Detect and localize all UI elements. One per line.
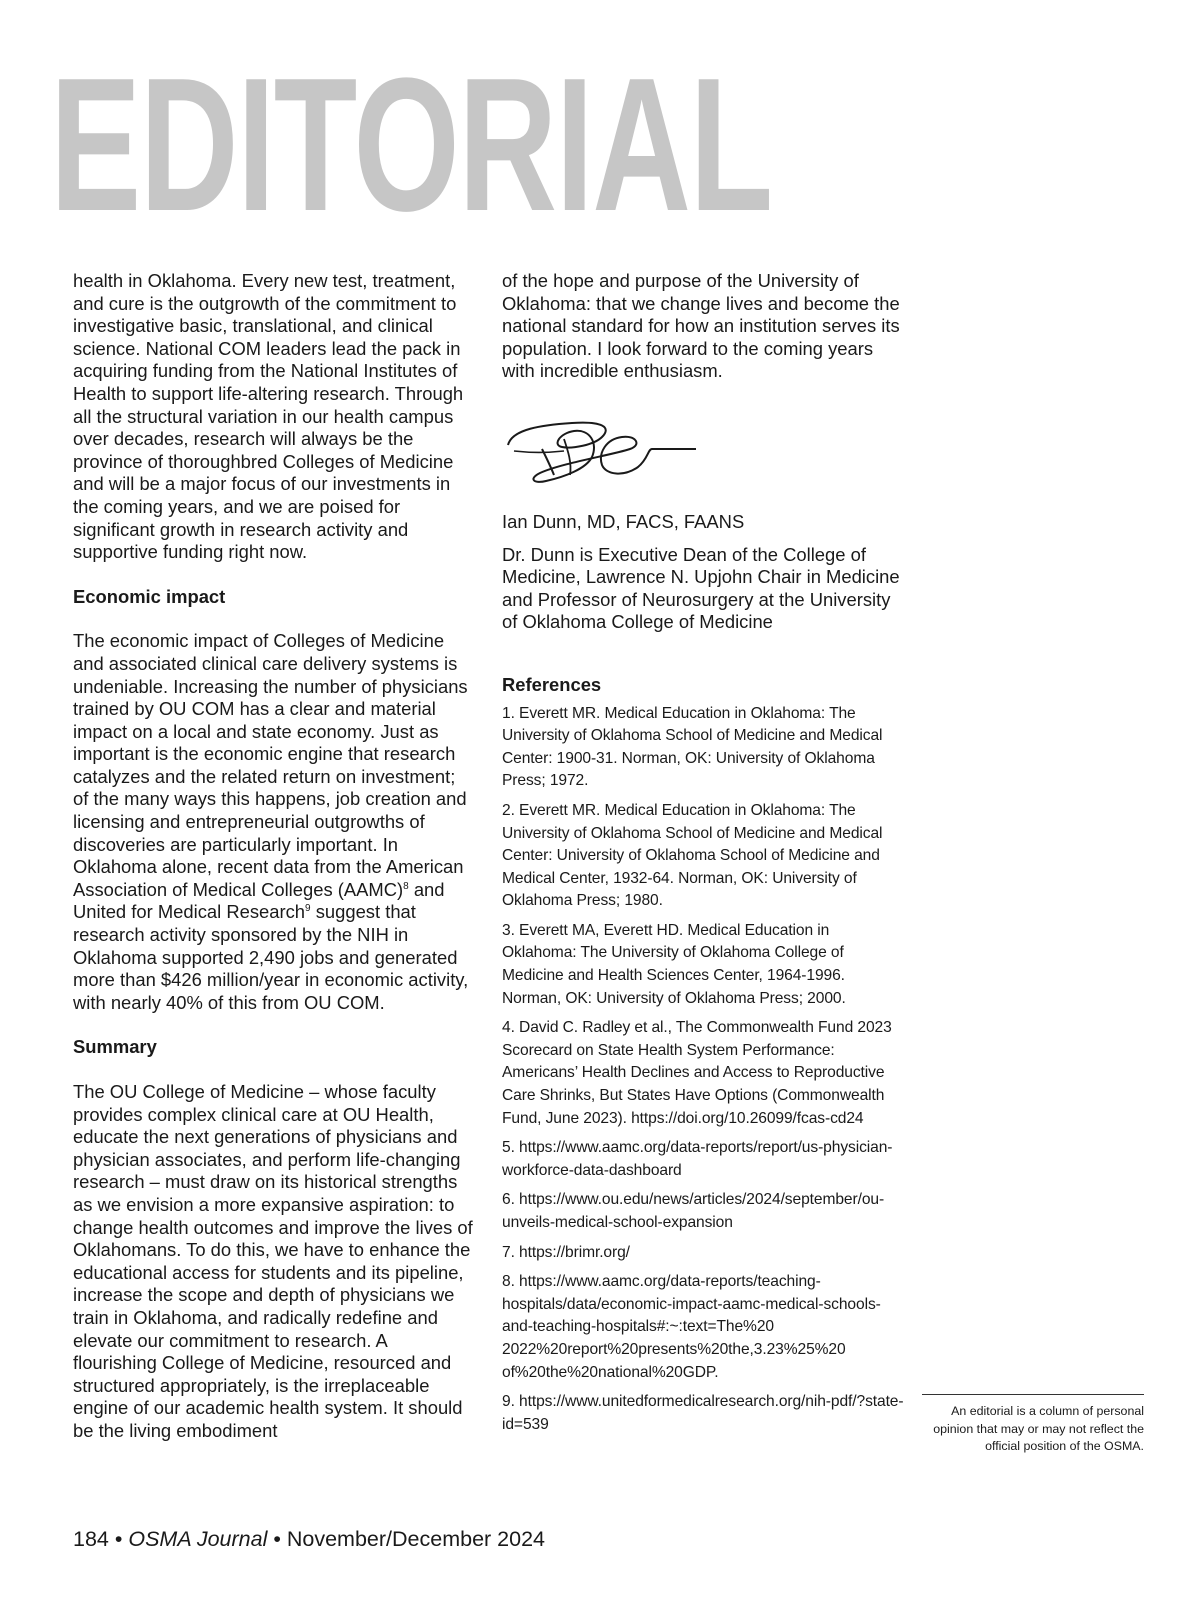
citation-8: 8 [403, 880, 409, 892]
references-heading: References [502, 673, 602, 695]
author-name: Ian Dunn, MD, FACS, FAANS [502, 510, 745, 532]
left-column [73, 270, 473, 1443]
signature-graphic [502, 405, 702, 495]
economic-text-part1: The economic impact of Colleges of Medicine and associated clinical care delivery systems is undeniable. Increasing the number of physicians trained by OU COM has a clear and material impact on a local and state economy. Just as important is the economic engine that research catalyzes and the related return on investment; of the many ways this happens, job creation and licensing and entrepreneurial outgrowths of discoveries are particularly important. In Oklahoma alone, recent data from the American Association of Medical Colleges (AAMC) [73, 630, 468, 900]
summary-paragraph: The OU College of Medicine – whose faculty provides complex clinical care at OU Health, educate the next generations of physicians and physician associates, and perform life-changing research – must draw on its historical strengths as we envision a more expansive aspiration: to change health outcomes and improve the lives of Oklahomans. To do this, we have to enhance the educational access for students and its pipeline, increase the scope and depth of physicians we train in Oklahoma, and radically redefine and elevate our commitment to research. A flourishing College of Medicine, resourced and structured appropriately, is the irreplaceable engine of our academic health system. It should be the living embodiment [73, 1081, 473, 1441]
economic-impact-heading: Economic impact [73, 585, 226, 607]
section-banner: EDITORIAL [50, 39, 772, 251]
intro-paragraph: health in Oklahoma. Every new test, treatment, and cure is the outgrowth of the commitment to investigative basic, translational, and clinical science. National COM leaders lead the pack in acquiring funding from the National Institutes of Health to support life-altering research. Through all the structural variation in our health campus over decades, research will always be the province of thoroughbred Colleges of Medicine and will be a major focus of our investments in the coming years, and we are poised for significant growth in research activity and supportive funding right now. [73, 270, 464, 563]
economic-text-part2: and United for Medical Research [73, 878, 445, 923]
issue-date: November/December 2024 [286, 1527, 545, 1551]
author-bio: Dr. Dunn is Executive Dean of the College of Medicine, Lawrence N. Upjohn Chair in Medicine and Professor of Neurosurgery at the University of Oklahoma College of Medicine [502, 543, 900, 633]
reference-item: 4. David C. Radley et al., The Commonwealth Fund 2023 Scorecard on State Health System Performance: Americans’ Health Declines and Access to Reproductive Care Shrinks, But States Have Options (Commonwealth Fund, June 2023). https://doi.org/10.26099/fcas-cd24 [502, 1019, 892, 1127]
page-footer [73, 1527, 545, 1552]
page-number: 184 [73, 1527, 109, 1551]
footer-separator: • [108, 1527, 129, 1551]
footer-separator-2: • [267, 1527, 287, 1551]
closing-paragraph: of the hope and purpose of the University of Oklahoma: that we change lives and become the national standard for how an institution serves its population. I look forward to the coming years with incredible enthusiasm. [502, 270, 900, 382]
reference-item: 9. https://www.unitedformedicalresearch.org/nih-pdf/?state-id=539 [502, 1393, 904, 1433]
author-signature [502, 405, 702, 495]
editorial-disclaimer: An editorial is a column of personal opinion that may or may not reflect the official position of the OSMA. [922, 1394, 1144, 1456]
reference-item: 1. Everett MR. Medical Education in Oklahoma: The University of Oklahoma School of Medicine and Medical Center: 1900-31. Norman, OK: University of Oklahoma Press; 1972. [502, 704, 883, 790]
reference-item: 6. https://www.ou.edu/news/articles/2024/september/ou-unveils-medical-school-expansion [502, 1191, 885, 1231]
reference-item: 7. https://brimr.org/ [502, 1243, 630, 1261]
economic-impact-paragraph [73, 630, 473, 1014]
citation-9: 9 [305, 903, 311, 915]
economic-text-part3: suggest that research activity sponsored by the NIH in Oklahoma supported 2,490 jobs and generated more than $426 million/year in economic activity, with nearly 40% of this from OU COM. [73, 901, 469, 1013]
reference-item: 3. Everett MA, Everett HD. Medical Education in Oklahoma: The University of Oklahoma College of Medicine and Health Sciences Center, 1964-1996. Norman, OK: University of Oklahoma Press; 2000. [502, 921, 846, 1007]
right-column [502, 270, 904, 1443]
reference-item: 2. Everett MR. Medical Education in Oklahoma: The University of Oklahoma School of Medicine and Medical Center: University of Oklahoma School of Medicine and Medical Center, 1932-64. Norman, OK: University of Oklahoma Press; 1980. [502, 801, 883, 910]
reference-item: 8. https://www.aamc.org/data-reports/teaching-hospitals/data/economic-impact-aamc-medical-schools-and-teaching-hospitals#:~:text=The%20 2022%20report%20presents%20the,3.23%25%20 of%20the%20national%20GDP. [502, 1273, 881, 1381]
reference-item: 5. https://www.aamc.org/data-reports/report/us-physician-workforce-data-dashboard [502, 1139, 893, 1179]
summary-heading: Summary [73, 1036, 157, 1058]
journal-name: OSMA Journal [128, 1527, 268, 1551]
